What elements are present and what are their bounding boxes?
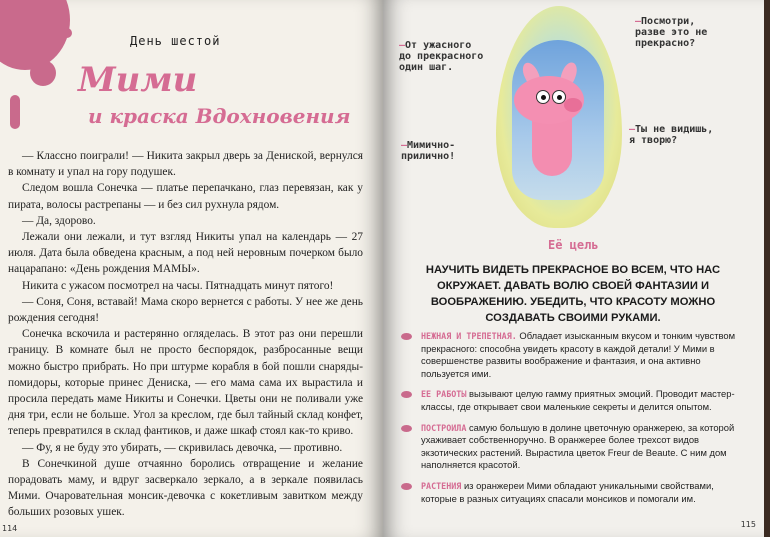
paragraph: Лежали они лежали, и тут взгляд Никиты упал на календарь — 27 июля. Дата была обведена красным, а под ней неровным почерком было нацарапано: «День рождения МАМЫ».: [8, 231, 363, 276]
paragraph: — Фу, я не буду это убирать, — скривилась девочка, — противно.: [22, 441, 343, 454]
paint-splat: [10, 95, 20, 129]
paragraph: — Классно поиграли! — Никита закрыл дверь за Денискoй, вернулся в комнату и упал на гору подушек.: [8, 150, 363, 179]
mimi-snout: [564, 98, 582, 112]
story-text: [8, 148, 363, 521]
chapter-subtitle: и краска Вдохновения: [88, 104, 351, 128]
bullet-icon: [401, 333, 412, 340]
paragraph: В Сонечкиной душе отчаянно боролись отвращение и желание порадовать маму, и вдруг засверкало зеркало, а в зеркале появилась Мими. Очаровательная монсик-девочка с кокетливым завитком между больших розовых ушек.: [8, 457, 363, 519]
paragraph: Никита с ужасом посмотрел на часы. Пятнадцать минут пятого!: [22, 279, 334, 292]
quote: —От ужасного до прекрасного один шаг.: [399, 40, 484, 73]
bullet-icon: [401, 391, 412, 398]
page-number: 115: [740, 520, 756, 529]
paragraph: — Соня, Соня, вставай! Мама скоро вернется с работы. У нее же день рождения сегодня!: [8, 295, 363, 325]
paint-splat: [0, 0, 70, 70]
bullet-icon: [401, 425, 412, 432]
paint-splat: [30, 60, 56, 86]
character-illustration: [496, 6, 622, 228]
paragraph: — Да, здорово.: [22, 214, 96, 227]
quote: —Ты не видишь, я творю?: [629, 124, 714, 146]
bullet-icon: [401, 483, 412, 490]
traits-list: [397, 330, 747, 513]
goal-heading: Её цель: [548, 238, 599, 252]
list-item: ЕЕ РАБОТЫ вызывают целую гамму приятных эмоций. Проводит мастер-классы, где открывает свои маленькие секреты и делится опытом.: [397, 388, 747, 413]
chapter-day: День шестой: [130, 34, 221, 48]
quote: —Посмотри, разве это не прекрасно?: [635, 16, 708, 49]
paint-splat: [62, 28, 72, 38]
left-page: [0, 0, 383, 537]
paragraph: Сонечка вскочила и растерянно огляделась. В этот раз они перешли границу. В комнате был не просто беспорядок, разбросанные вещи можно быстро прибрать. Но при штурме корабля в бой пошли снаряды-помидоры, которые принес Дениска, — его мама сама их вырастила и просила передать маме Никиты и Сонечки. Цветы они не поливали уже дня три, если не больше. Угол за креслом, где был тайный склад конфет, теперь превратился в склад фантиков, и даже шкаф стоял как-то криво.: [8, 328, 363, 438]
list-item: ПОСТРОИЛА самую большую в долине цветочную оранжерею, за которой ухаживает собственноручно. В оранжерее более трехсот видов экзотических растений. Вырастила цветок Freur de Beaute. С ним дом наполняется красотой.: [397, 422, 747, 472]
paragraph: Следом вошла Сонечка — платье перепачкано, глаз перевязан, как у пирата, волосы растрепаны — и без сил рухнула рядом.: [8, 182, 363, 211]
list-item: РАСТЕНИЯ из оранжереи Мими обладают уникальными свойствами, которые в разных ситуациях спасали монсиков и помогали им.: [397, 480, 747, 505]
list-item: НЕЖНАЯ И ТРЕПЕТНАЯ. Обладает изысканным вкусом и тонким чувством прекрасного: способна увидеть красоту в каждой детали! У Мими в совершенстве развиты воображение и фантазия, и она активно пользуется ими.: [397, 330, 747, 380]
book-edge: [764, 0, 770, 537]
quote: —Мимичнo-прилично!: [401, 140, 456, 162]
page-number: 114: [2, 524, 18, 533]
goal-text: НАУЧИТЬ ВИДЕТЬ ПРЕКРАСНОЕ ВО ВСЕМ, ЧТО НАС ОКРУЖАЕТ. ДАВАТЬ ВОЛЮ СВОЕЙ ФАНТАЗИИ И ВООБРАЖЕНИЮ. УБЕДИТЬ, ЧТО КРАСОТУ МОЖНО СОЗДАВАТЬ СВОИМИ РУКАМИ.: [425, 264, 721, 324]
mimi-eye: [536, 90, 550, 104]
chapter-title: Мими: [78, 60, 198, 100]
right-page: [383, 0, 770, 537]
